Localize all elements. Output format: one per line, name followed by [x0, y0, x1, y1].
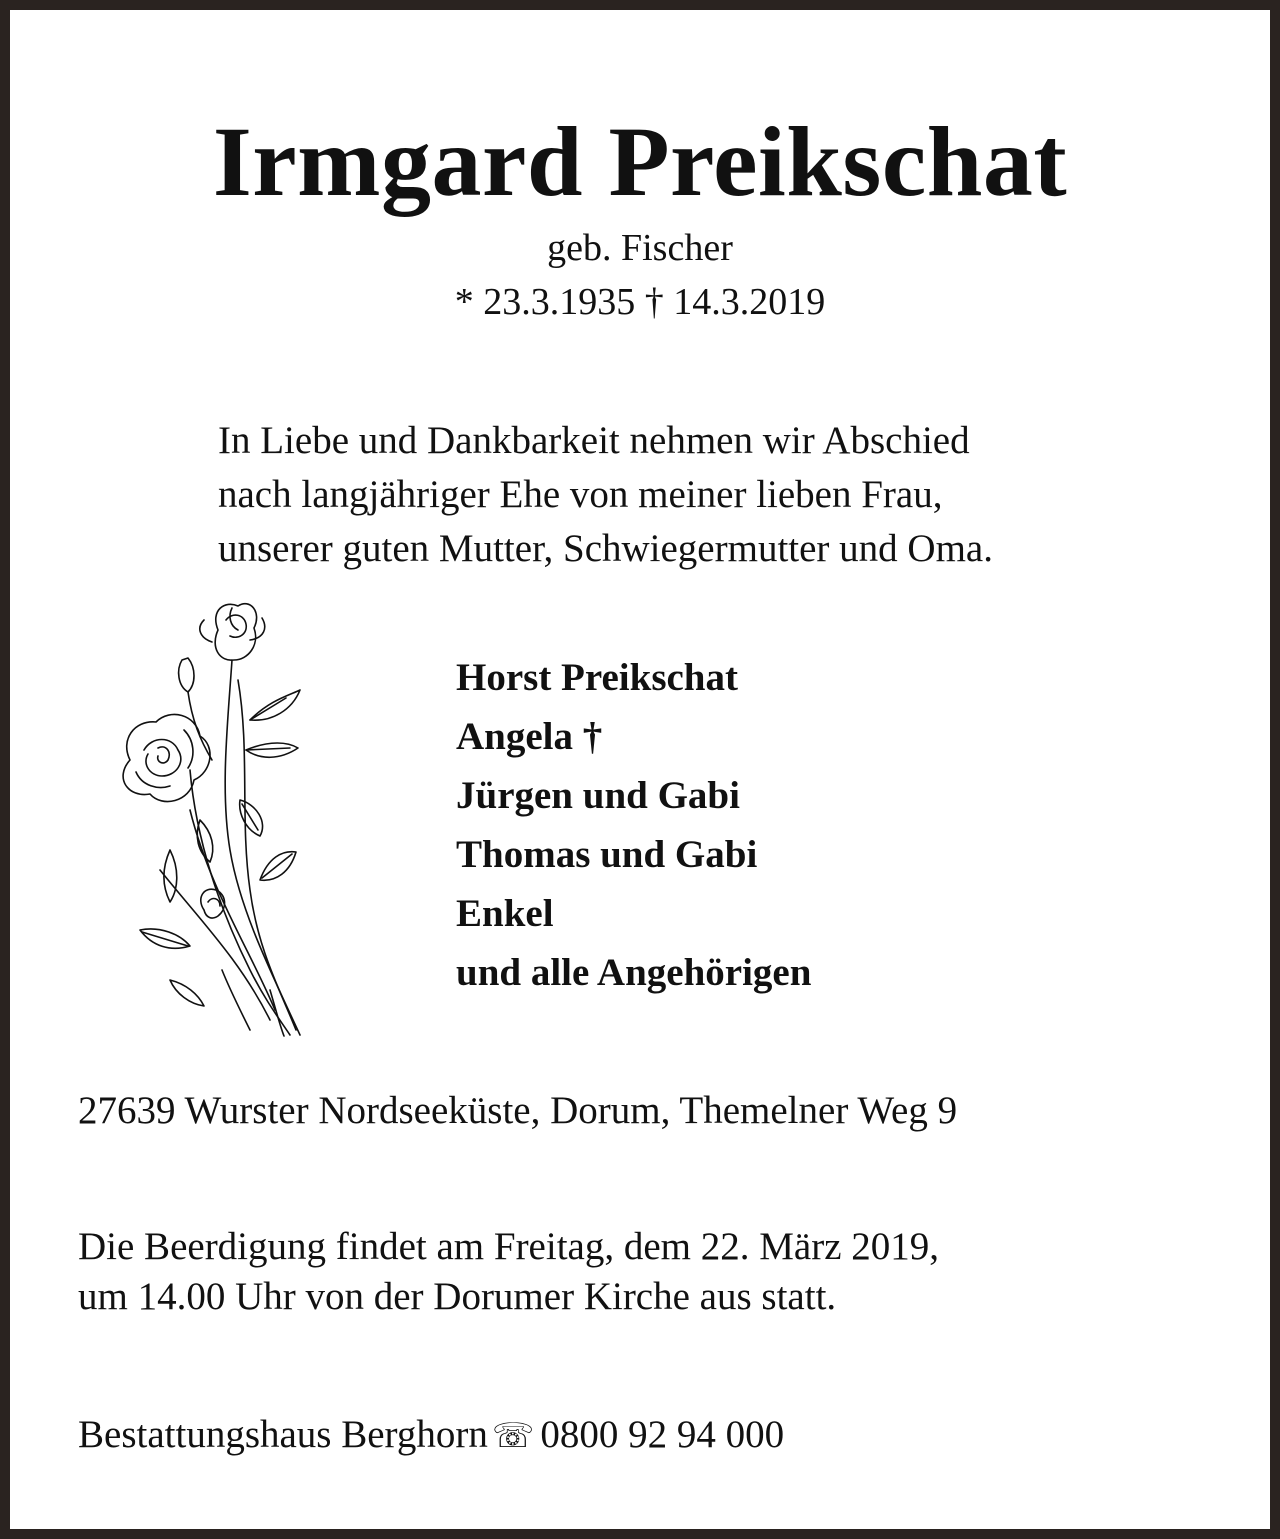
- mourner-name: und alle Angehörigen: [456, 951, 812, 994]
- intro-text: [218, 414, 993, 576]
- mourners-list: [456, 648, 811, 1002]
- mourner-name: Thomas und Gabi: [456, 833, 758, 876]
- funeral-line: um 14.00 Uhr von der Dorumer Kirche aus statt.: [78, 1275, 837, 1318]
- undertaker-info: [78, 1410, 784, 1461]
- telephone-icon: ☏: [491, 1416, 535, 1456]
- family-address: 27639 Wurster Nordseeküste, Dorum, Themelner Weg 9: [78, 1089, 958, 1132]
- intro-line: In Liebe und Dankbarkeit nehmen wir Abschied: [218, 419, 970, 462]
- rose-illustration: [100, 590, 320, 1040]
- maiden-name: geb. Fischer: [547, 227, 733, 269]
- undertaker-name: Bestattungshaus Berghorn: [78, 1413, 488, 1456]
- funeral-info: [78, 1222, 939, 1322]
- mourner-name: Enkel: [456, 892, 554, 935]
- intro-line: unserer guten Mutter, Schwiegermutter und Oma.: [218, 527, 993, 570]
- mourner-name: Angela †: [456, 715, 603, 758]
- deceased-name: Irmgard Preikschat: [212, 106, 1068, 217]
- funeral-line: Die Beerdigung findet am Freitag, dem 22. März 2019,: [78, 1225, 940, 1268]
- mourner-name: Jürgen und Gabi: [456, 774, 740, 817]
- intro-line: nach langjähriger Ehe von meiner lieben Frau,: [218, 473, 943, 516]
- undertaker-phone: 0800 92 94 000: [540, 1413, 785, 1456]
- life-dates: * 23.3.1935 † 14.3.2019: [454, 281, 826, 323]
- mourner-name: Horst Preikschat: [456, 656, 738, 699]
